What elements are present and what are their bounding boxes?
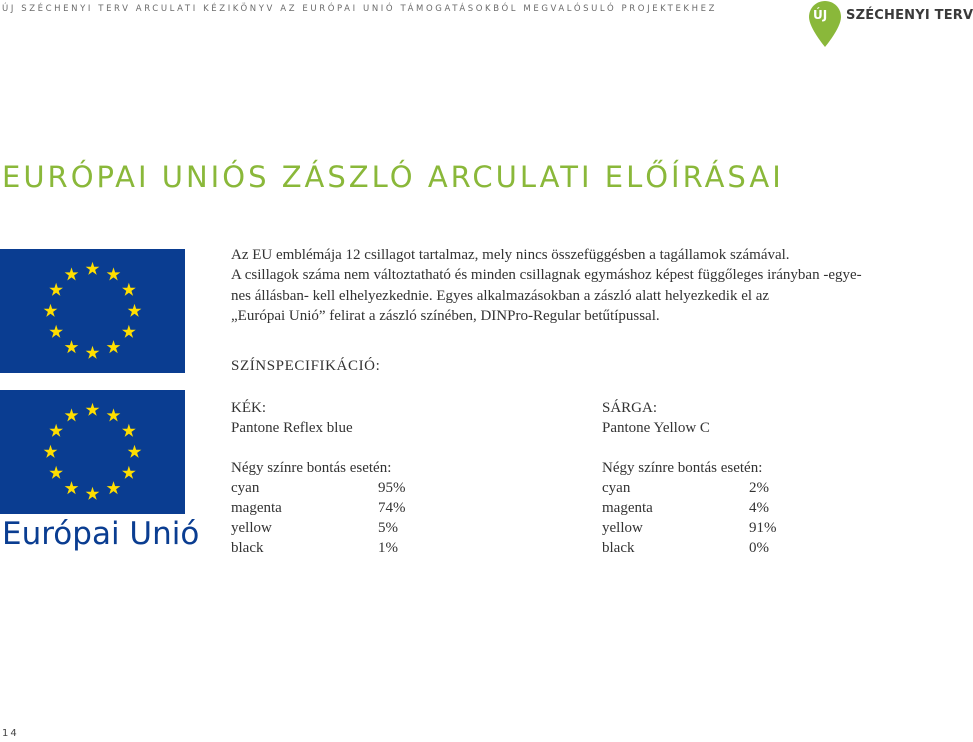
yellow-pantone: Pantone Yellow C [602,420,710,436]
intro-text [231,245,961,326]
flag-star [44,304,58,317]
blue-pantone: Pantone Reflex blue [231,420,353,436]
flag-star [107,340,121,353]
flag-star [65,340,79,353]
cmyk-value: 0% [749,540,769,556]
eu-flag [0,249,185,373]
flag-star [44,445,58,458]
cmyk-value: 4% [749,500,769,516]
flag-star [65,267,79,280]
cmyk-value: 95% [378,480,406,496]
flag-star [122,283,136,296]
cmyk-key: yellow [231,520,272,536]
flag-star [122,424,136,437]
flag-star [128,304,142,317]
flag-caption: Európai Unió [2,516,200,552]
blue-breakdown-title: Négy színre bontás esetén: [231,460,392,476]
cmyk-value: 74% [378,500,406,516]
uj-szechenyi-terv-logo [808,0,973,50]
flag-star [86,262,100,275]
running-header: ÚJ SZÉCHENYI TERV ARCULATI KÉZIKÖNYV AZ EURÓPAI UNIÓ TÁMOGATÁSOKBÓL MEGVALÓSULÓ PROJEKTEKHEZ [2,4,717,14]
flag-star [86,346,100,359]
cmyk-row [602,518,777,538]
yellow-color-spec [602,398,777,558]
flag-star [49,325,63,338]
blue-label: KÉK: [231,400,266,416]
intro-line: A csillagok száma nem változtatható és minden csillagnak egymáshoz képest függőleges irányban -egye- [231,267,862,284]
cmyk-key: yellow [602,520,643,536]
cmyk-key: black [602,540,635,556]
logo-wordmark: SZÉCHENYI TERV [846,8,973,23]
cmyk-row [231,498,406,518]
eu-flag-with-caption [0,390,185,514]
flag-star [49,424,63,437]
flag-star [65,408,79,421]
cmyk-row [602,498,777,518]
intro-line: „Európai Unió” felirat a zászló színében, DINPro-Regular betűtípussal. [231,307,660,324]
flag-star [128,445,142,458]
yellow-breakdown-title: Négy színre bontás esetén: [602,460,763,476]
eu-stars-icon [0,249,185,373]
blue-color-spec [231,398,406,558]
cmyk-row [602,538,777,558]
flag-star [86,487,100,500]
flag-star [49,466,63,479]
flag-star [122,325,136,338]
page-number: 14 [2,728,19,739]
cmyk-key: cyan [231,480,260,496]
cmyk-key: magenta [231,500,282,516]
cmyk-value: 91% [749,520,777,536]
flag-star [107,481,121,494]
cmyk-row [231,478,406,498]
intro-line: nes állásban- kell elhelyezkednie. Egyes alkalmazásokban a zászló alatt helyezkedik el az [231,287,770,304]
cmyk-value: 2% [749,480,769,496]
flag-star [107,408,121,421]
flag-star [122,466,136,479]
flag-star [65,481,79,494]
flag-star [49,283,63,296]
page-title: EURÓPAI UNIÓS ZÁSZLÓ ARCULATI ELŐÍRÁSAI [2,160,784,194]
cmyk-row [231,518,406,538]
yellow-label: SÁRGA: [602,400,658,416]
cmyk-value: 5% [378,520,398,536]
intro-line: Az EU emblémája 12 csillagot tartalmaz, mely nincs összefüggésben a tagállamok számával. [231,247,790,263]
flag-star [86,403,100,416]
flag-star [107,267,121,280]
cmyk-key: magenta [602,500,653,516]
logo-mark-text: ÚJ [813,8,828,22]
cmyk-key: black [231,540,264,556]
cmyk-row [231,538,406,558]
cmyk-row [602,478,777,498]
color-spec-heading: SZÍNSPECIFIKÁCIÓ: [231,358,381,374]
eu-stars-icon [0,390,185,514]
cmyk-key: cyan [602,480,631,496]
cmyk-value: 1% [378,540,398,556]
